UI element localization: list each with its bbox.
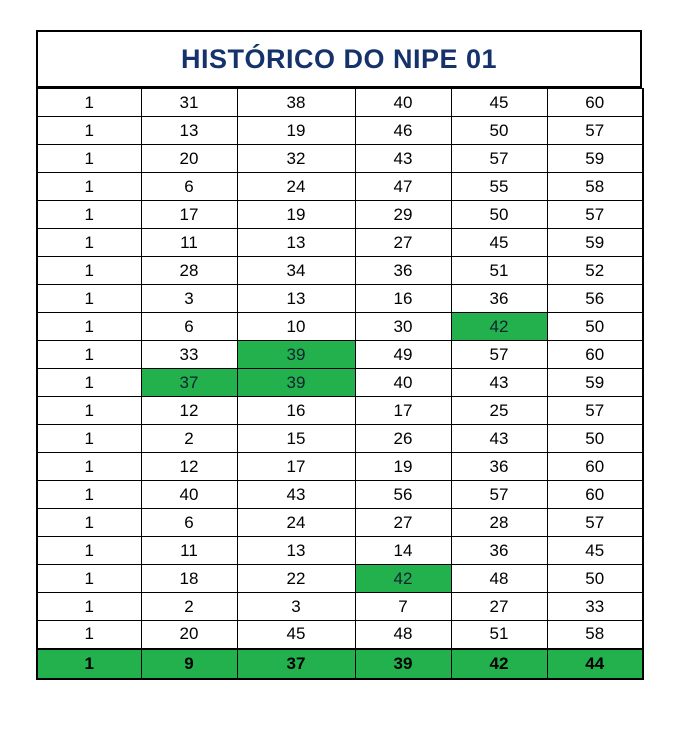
history-sheet — [36, 30, 642, 680]
table-cell: 1 — [37, 621, 141, 649]
table-cell: 49 — [355, 341, 451, 369]
table-cell: 59 — [547, 145, 643, 173]
table-cell: 1 — [37, 481, 141, 509]
table-cell: 48 — [451, 565, 547, 593]
table-cell: 51 — [451, 257, 547, 285]
table-cell: 3 — [237, 593, 355, 621]
table-cell: 34 — [237, 257, 355, 285]
table-cell: 19 — [355, 453, 451, 481]
table-cell: 11 — [141, 537, 237, 565]
table-row — [37, 285, 643, 313]
table-row — [37, 509, 643, 537]
table-cell: 17 — [237, 453, 355, 481]
table-cell: 57 — [547, 117, 643, 145]
table-cell: 16 — [237, 397, 355, 425]
page-title: HISTÓRICO DO NIPE 01 — [180, 43, 498, 74]
table-row — [37, 369, 643, 397]
table-cell: 59 — [547, 229, 643, 257]
table-row — [37, 565, 643, 593]
table-cell: 1 — [37, 117, 141, 145]
table-cell: 15 — [237, 425, 355, 453]
table-cell: 28 — [451, 509, 547, 537]
table-cell: 60 — [547, 89, 643, 117]
table-cell: 57 — [547, 397, 643, 425]
table-row — [37, 145, 643, 173]
table-cell: 50 — [451, 201, 547, 229]
table-cell: 13 — [141, 117, 237, 145]
table-cell: 1 — [37, 285, 141, 313]
table-cell: 18 — [141, 565, 237, 593]
table-cell: 3 — [141, 285, 237, 313]
table-cell: 24 — [237, 509, 355, 537]
table-cell: 1 — [37, 593, 141, 621]
table-cell: 27 — [355, 229, 451, 257]
table-cell: 27 — [451, 593, 547, 621]
table-cell: 26 — [355, 425, 451, 453]
table-cell: 25 — [451, 397, 547, 425]
table-cell: 60 — [547, 481, 643, 509]
table-cell: 47 — [355, 173, 451, 201]
table-cell: 50 — [451, 117, 547, 145]
final-row-cell: 42 — [451, 649, 547, 679]
table-row — [37, 117, 643, 145]
table-cell: 38 — [237, 89, 355, 117]
table-cell: 1 — [37, 369, 141, 397]
table-cell: 6 — [141, 509, 237, 537]
table-cell: 36 — [451, 453, 547, 481]
table-cell: 55 — [451, 173, 547, 201]
table-cell: 1 — [37, 313, 141, 341]
table-cell: 32 — [237, 145, 355, 173]
table-cell: 45 — [451, 229, 547, 257]
table-row — [37, 201, 643, 229]
table-cell: 1 — [37, 173, 141, 201]
table-cell: 19 — [237, 201, 355, 229]
final-row-cell: 9 — [141, 649, 237, 679]
table-cell: 1 — [37, 509, 141, 537]
table-cell: 17 — [141, 201, 237, 229]
table-cell: 45 — [547, 537, 643, 565]
table-cell: 43 — [451, 425, 547, 453]
table-row — [37, 89, 643, 117]
table-cell: 58 — [547, 173, 643, 201]
table-cell: 20 — [141, 145, 237, 173]
final-row-cell: 39 — [355, 649, 451, 679]
table-cell: 29 — [355, 201, 451, 229]
table-cell: 19 — [237, 117, 355, 145]
table-cell: 58 — [547, 621, 643, 649]
table-cell: 40 — [355, 89, 451, 117]
table-row — [37, 481, 643, 509]
table-row — [37, 453, 643, 481]
table-cell: 28 — [141, 257, 237, 285]
table-cell: 13 — [237, 229, 355, 257]
table-cell: 10 — [237, 313, 355, 341]
table-cell: 60 — [547, 341, 643, 369]
table-row — [37, 313, 643, 341]
table-cell: 20 — [141, 621, 237, 649]
table-cell: 36 — [451, 537, 547, 565]
table-cell: 17 — [355, 397, 451, 425]
table-cell: 46 — [355, 117, 451, 145]
table-cell: 51 — [451, 621, 547, 649]
table-cell: 36 — [355, 257, 451, 285]
table-cell: 43 — [451, 369, 547, 397]
highlighted-cell: 37 — [141, 369, 237, 397]
history-table — [36, 88, 644, 680]
table-cell: 1 — [37, 201, 141, 229]
table-cell: 57 — [451, 145, 547, 173]
table-cell: 45 — [237, 621, 355, 649]
table-cell: 40 — [141, 481, 237, 509]
table-cell: 6 — [141, 313, 237, 341]
table-cell: 50 — [547, 425, 643, 453]
table-cell: 33 — [141, 341, 237, 369]
table-body — [37, 89, 643, 679]
table-cell: 50 — [547, 313, 643, 341]
table-cell: 1 — [37, 425, 141, 453]
table-cell: 36 — [451, 285, 547, 313]
table-cell: 1 — [37, 537, 141, 565]
table-cell: 1 — [37, 453, 141, 481]
table-cell: 43 — [355, 145, 451, 173]
table-cell: 27 — [355, 509, 451, 537]
table-cell: 14 — [355, 537, 451, 565]
highlighted-cell: 39 — [237, 341, 355, 369]
table-cell: 56 — [547, 285, 643, 313]
table-cell: 50 — [547, 565, 643, 593]
table-cell: 6 — [141, 173, 237, 201]
table-cell: 57 — [547, 509, 643, 537]
table-row — [37, 397, 643, 425]
table-cell: 57 — [451, 481, 547, 509]
final-row-cell: 44 — [547, 649, 643, 679]
table-cell: 59 — [547, 369, 643, 397]
table-row — [37, 341, 643, 369]
table-row — [37, 537, 643, 565]
table-cell: 30 — [355, 313, 451, 341]
table-cell: 1 — [37, 229, 141, 257]
final-row-cell: 1 — [37, 649, 141, 679]
table-cell: 13 — [237, 537, 355, 565]
highlighted-cell: 42 — [451, 313, 547, 341]
table-cell: 56 — [355, 481, 451, 509]
table-cell: 2 — [141, 425, 237, 453]
table-cell: 22 — [237, 565, 355, 593]
table-row — [37, 173, 643, 201]
highlighted-cell: 42 — [355, 565, 451, 593]
table-cell: 48 — [355, 621, 451, 649]
table-cell: 24 — [237, 173, 355, 201]
table-cell: 1 — [37, 145, 141, 173]
table-cell: 45 — [451, 89, 547, 117]
table-cell: 11 — [141, 229, 237, 257]
table-cell: 43 — [237, 481, 355, 509]
table-cell: 1 — [37, 341, 141, 369]
final-row-cell: 37 — [237, 649, 355, 679]
table-cell: 40 — [355, 369, 451, 397]
table-cell: 1 — [37, 257, 141, 285]
title-box — [36, 30, 642, 88]
table-cell: 52 — [547, 257, 643, 285]
table-cell: 60 — [547, 453, 643, 481]
table-row — [37, 593, 643, 621]
table-cell: 2 — [141, 593, 237, 621]
table-cell: 1 — [37, 397, 141, 425]
table-row — [37, 257, 643, 285]
table-cell: 13 — [237, 285, 355, 313]
table-cell: 57 — [451, 341, 547, 369]
table-cell: 12 — [141, 453, 237, 481]
highlighted-cell: 39 — [237, 369, 355, 397]
table-cell: 16 — [355, 285, 451, 313]
table-cell: 57 — [547, 201, 643, 229]
table-cell: 12 — [141, 397, 237, 425]
table-cell: 1 — [37, 565, 141, 593]
final-row — [37, 649, 643, 679]
table-row — [37, 425, 643, 453]
table-cell: 7 — [355, 593, 451, 621]
table-cell: 1 — [37, 89, 141, 117]
table-row — [37, 229, 643, 257]
table-row — [37, 621, 643, 649]
table-cell: 31 — [141, 89, 237, 117]
table-cell: 33 — [547, 593, 643, 621]
